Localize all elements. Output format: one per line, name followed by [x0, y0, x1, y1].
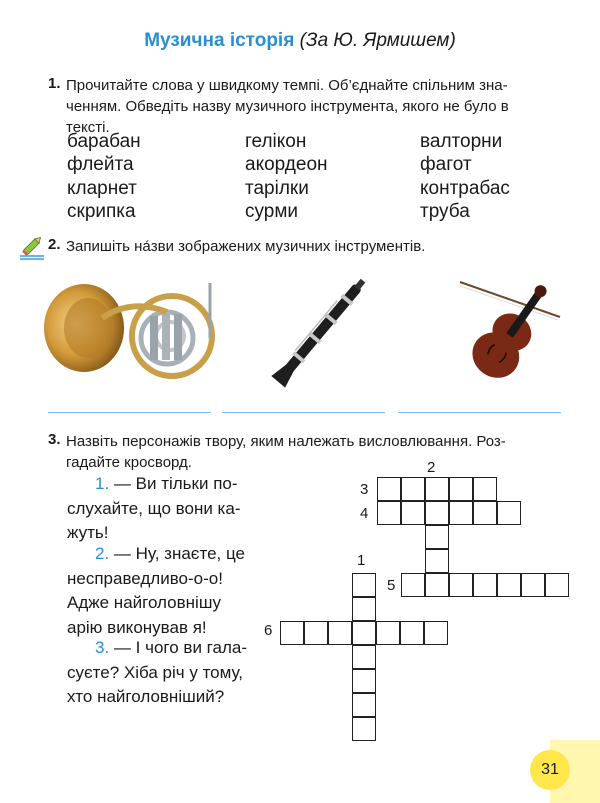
quote-number: 3.: [95, 638, 110, 657]
task3-text: [66, 431, 576, 473]
word[interactable]: валторни: [420, 131, 503, 152]
pencil-icon: [18, 232, 46, 260]
crossword-cell[interactable]: [401, 477, 425, 501]
crossword-cell[interactable]: [377, 501, 401, 525]
crossword-cell[interactable]: [425, 501, 449, 525]
quote-line: — І чого ви гала-: [113, 638, 247, 657]
task1-number: 1.: [48, 75, 61, 92]
title-source: (За Ю. Ярмишем): [299, 30, 456, 51]
quote-1: [67, 472, 252, 546]
crossword-number: 4: [360, 505, 369, 522]
quote-line: хто найголовніший?: [67, 687, 225, 706]
crossword-cell[interactable]: [425, 573, 449, 597]
word[interactable]: акордеон: [245, 154, 328, 175]
crossword-cell[interactable]: [473, 573, 497, 597]
answer-line-2[interactable]: [222, 412, 385, 413]
word[interactable]: тарілки: [245, 178, 309, 199]
crossword-cell[interactable]: [304, 621, 328, 645]
quote-line: арію виконував я!: [67, 617, 207, 637]
crossword-cell[interactable]: [473, 501, 497, 525]
crossword-cell[interactable]: [473, 477, 497, 501]
crossword-cell[interactable]: [352, 645, 376, 669]
word[interactable]: контрабас: [420, 178, 510, 199]
word[interactable]: барабан: [67, 131, 141, 152]
word[interactable]: флейта: [67, 154, 134, 175]
french-horn-image: [42, 278, 222, 390]
word[interactable]: труба: [420, 201, 470, 222]
crossword-cell[interactable]: [352, 669, 376, 693]
crossword-cell[interactable]: [376, 621, 400, 645]
task2-number: 2.: [48, 236, 61, 253]
crossword-cell[interactable]: [545, 573, 569, 597]
crossword-number: 2: [427, 459, 436, 476]
task3-number: 3.: [48, 431, 61, 448]
quote-line: слухайте, що вони ка-: [67, 498, 241, 518]
task1-line: тексті.: [66, 119, 110, 136]
quote-line: — Ну, знаєте, це: [113, 544, 245, 563]
crossword-cell[interactable]: [352, 693, 376, 717]
answer-line-3[interactable]: [398, 412, 561, 413]
answer-line-1[interactable]: [48, 412, 211, 413]
crossword-number: 6: [264, 622, 273, 639]
word[interactable]: сурми: [245, 201, 299, 222]
crossword-cell[interactable]: [425, 525, 449, 549]
crossword-number: 3: [360, 481, 369, 498]
quote-number: 2.: [95, 544, 110, 563]
crossword-cell[interactable]: [352, 597, 376, 621]
task3-line: Назвіть персонажів твору, яким належать висловлювання. Роз-: [66, 433, 506, 450]
crossword-cell[interactable]: [449, 573, 473, 597]
crossword-cell[interactable]: [424, 621, 448, 645]
clarinet-image: [265, 275, 375, 390]
crossword-cell[interactable]: [497, 501, 521, 525]
crossword-number: 5: [387, 577, 396, 594]
crossword-cell[interactable]: [449, 477, 473, 501]
task1-text: [66, 75, 576, 138]
quote-line: жуть!: [67, 523, 109, 542]
page-number: 31: [530, 750, 570, 790]
title-main: Музична історія: [144, 30, 295, 51]
word[interactable]: кларнет: [67, 178, 137, 199]
crossword-cell[interactable]: [328, 621, 352, 645]
page-title: [0, 30, 600, 52]
crossword-cell[interactable]: [280, 621, 304, 645]
crossword-cell[interactable]: [521, 573, 545, 597]
crossword-cell[interactable]: [425, 549, 449, 573]
crossword-cell[interactable]: [497, 573, 521, 597]
quote-line: Адже найголовнішу: [67, 593, 221, 612]
quote-line: — Ви тільки по-: [113, 474, 238, 493]
violin-image: [440, 272, 565, 384]
task2-text: Запишіть на́зви зображених музичних інструментів.: [66, 238, 426, 255]
quote-number: 1.: [95, 474, 110, 493]
crossword-cell[interactable]: [449, 501, 473, 525]
crossword-cell[interactable]: [377, 477, 401, 501]
crossword-cell[interactable]: [401, 573, 425, 597]
quote-2: [67, 542, 252, 640]
crossword-cell[interactable]: [400, 621, 424, 645]
task1-line: Прочитайте слова у швидкому темпі. Об’єднайте спільним зна-: [66, 77, 508, 94]
crossword-cell[interactable]: [352, 621, 376, 645]
crossword-cell[interactable]: [352, 717, 376, 741]
word[interactable]: гелікон: [245, 131, 307, 152]
word[interactable]: фагот: [420, 154, 472, 175]
quote-3: [67, 636, 257, 710]
task1-line: ченням. Обведіть назву музичного інструмента, якого не було в: [66, 98, 509, 115]
word[interactable]: скрипка: [67, 201, 136, 222]
quote-line: несправедливо-о-о!: [67, 568, 223, 588]
crossword-cell[interactable]: [352, 573, 376, 597]
crossword-cell[interactable]: [425, 477, 449, 501]
quote-line: суєте? Хіба річ у тому,: [67, 662, 244, 682]
task3-line: гадайте кросворд.: [66, 454, 192, 471]
crossword-number: 1: [357, 552, 366, 569]
crossword-cell[interactable]: [401, 501, 425, 525]
